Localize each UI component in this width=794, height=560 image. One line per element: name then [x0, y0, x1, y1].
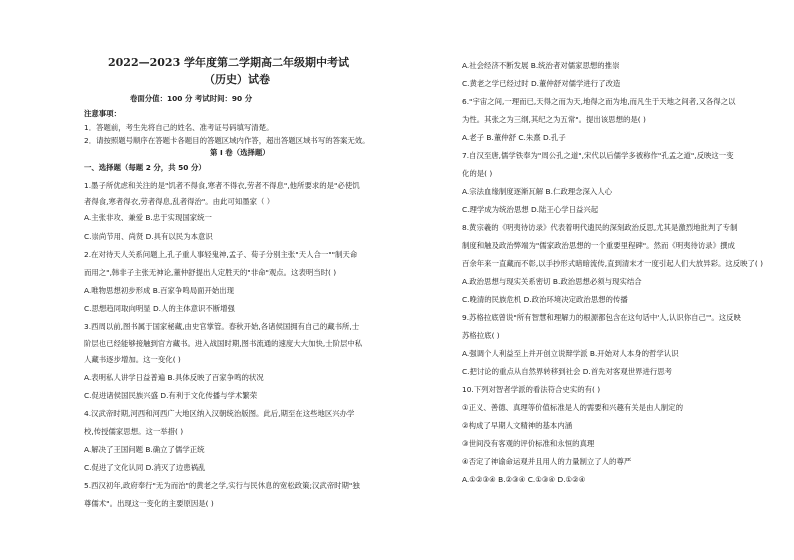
exam-meta: 卷面分值：100 分 考试时间：90 分 [130, 94, 253, 103]
question-line: 3.西周以前,图书属于国家秘藏,由史官掌管。春秋开始,各诸侯国拥有自己的藏书所,士 [84, 322, 360, 331]
question-line: 2.在对待天人关系问题上,孔子重人事轻鬼神,孟子、荀子分别主张"天人合一""制天命 [84, 250, 358, 259]
question-line: 10.下列对智者学派的看法符合史实的有( ) [462, 385, 601, 394]
note-item: 2．请按照题号顺序在答题卡各题目的答题区域内作答，超出答题区域书写的答案无效。 [84, 136, 370, 145]
option-line: A.政治思想与现实关系密切 B.政治思想必须与现实结合 [462, 277, 642, 286]
question-line: 4.汉武帝时期,河西和河西广大地区纳入汉朝统治版图。此后,期至在这些地区兴办学 [84, 409, 355, 418]
question-line: 9.苏格拉底曾说"所有智慧和理解力的根源都包含在这句话中'人,认识你自己'"。这反映 [462, 313, 741, 322]
statement-line: ④否定了神谕命运观并且用人的力量制立了人的尊严 [462, 457, 632, 466]
question-line: 尊儒术"。出现这一变化的主要原因是( ) [84, 499, 214, 508]
question-line: 而用之",韩非子主张无神论,董仲舒提出人定胜天的"非命"观点。这表明当时( ) [84, 268, 337, 277]
question-line: 校,传授儒家思想。这一举措( ) [84, 427, 184, 436]
question-line: 8.黄宗羲的《明夷待访录》代表着明代遗民的深刻政治反思,尤其是激烈地批判了专制 [462, 223, 738, 232]
option-line: A.解决了王国问题 B.确立了儒学正统 [84, 445, 205, 454]
option-line: C.促进诸侯国民族兴盛 D.有利于文化传播与学术繁荣 [84, 391, 258, 400]
exam-subtitle: （历史）试卷 [204, 73, 270, 86]
question-line: 7.自汉至唐,儒学铁奉为"周公孔之道",宋代以后儒学多被称作"孔孟之道",反映这一变 [462, 151, 734, 160]
option-line: C.思想趋同取向明显 D.人的主体意识不断增强 [84, 304, 235, 313]
option-line: C.促进了文化认同 D.消灭了边患祸乱 [84, 463, 206, 472]
option-line: C.黄老之学已经过时 D.董仲舒对儒学进行了改造 [462, 79, 621, 88]
option-line: A.宗法血缘制度逐渐瓦解 B.仁政理念深入人心 [462, 187, 613, 196]
note-item: 1．答题前，考生先将自己的姓名、准考证号码填写清楚。 [84, 123, 274, 132]
question-line: 者得食,寒者得衣,劳者得息,乱者得治"。由此可知墨家（ ） [84, 197, 275, 206]
option-line: A.唯物思想初步形成 B.百家争鸣局面开始出现 [84, 286, 235, 295]
question-line: 人藏书逐步增加。这一变化( ) [84, 355, 181, 364]
section-heading: 一、选择题（每题 2 分，共 50 分） [84, 163, 206, 172]
option-line: C.晚清的民族危机 D.政治环境决定政治思想的传播 [462, 295, 628, 304]
exam-title: 2022—2023 学年度第二学期高二年级期中考试 [108, 56, 350, 69]
option-line: C.把讨论的重点从自然界转移到社会 D.首先对客观世界进行思考 [462, 367, 673, 376]
statement-line: ③世间没有客观的评价标准和永恒的真理 [462, 439, 595, 448]
statement-line: ①正义、善德、真理等价值标准是人的需要和兴趣有关是由人制定的 [462, 403, 683, 412]
option-line: C.崇尚节用、尚贤 D.具有以民为本意识 [84, 232, 213, 241]
option-line: A.①②③④ B.②③④ C.①③④ D.①②④ [462, 475, 586, 484]
statement-line: ②构成了早期人文精神的基本内涵 [462, 421, 573, 430]
question-line: 阶层也已经能够接触到官方藏书。进入战国时期,图书流通的速度大大加快,士阶层中私 [84, 339, 363, 348]
option-line: A.老子 B.董仲舒 C.朱熹 D.孔子 [462, 133, 566, 142]
option-line: A.强调个人利益至上并开创立说辩学派 B.开始对人本身的哲学认识 [462, 349, 679, 358]
question-line: 1.墨子所优虑和关注的是"饥者不得食,寒者不得衣,劳者不得息",他所要求的是"必使饥 [84, 181, 360, 190]
notes-heading: 注意事项： [84, 109, 121, 118]
question-line: 为性。其张之为三纲,其纪之为五常"。提出该思想的是( ) [462, 115, 646, 124]
option-line: A.社会经济不断发展 B.统治者对儒家思想的推崇 [462, 61, 620, 70]
part-title: 第 I 卷（选择题） [210, 148, 270, 157]
question-line: 制度和触及政治弊端为"儒家政治思想的一个重要里程碑"。然而《明夷待访录》撰成 [462, 241, 735, 250]
question-line: 6."宇宙之间,一理而已,天得之而为天,地得之而为地,而凡生于天地之间者,又各得之以 [462, 97, 736, 106]
question-line: 5.西汉初年,政府奉行"无为而治"的黄老之学,实行与民休息的宽松政策;汉武帝时期"独 [84, 481, 360, 490]
option-line: C.理学成为统治思想 D.陆王心学日益兴起 [462, 205, 599, 214]
question-line: 化的是( ) [462, 169, 493, 178]
question-line: 苏格拉底( ) [462, 331, 500, 340]
option-line: A.表明私人讲学日益普遍 B.具体反映了百家争鸣的状况 [84, 373, 264, 382]
option-line: A.主张非攻、兼爱 B.忠于实现国家统一 [84, 213, 212, 222]
question-line: 百余年来一直藏而不彰,以手抄形式暗暗流传,直到清末才一度引起人们大放异彩。这反映了( ) [462, 259, 764, 268]
